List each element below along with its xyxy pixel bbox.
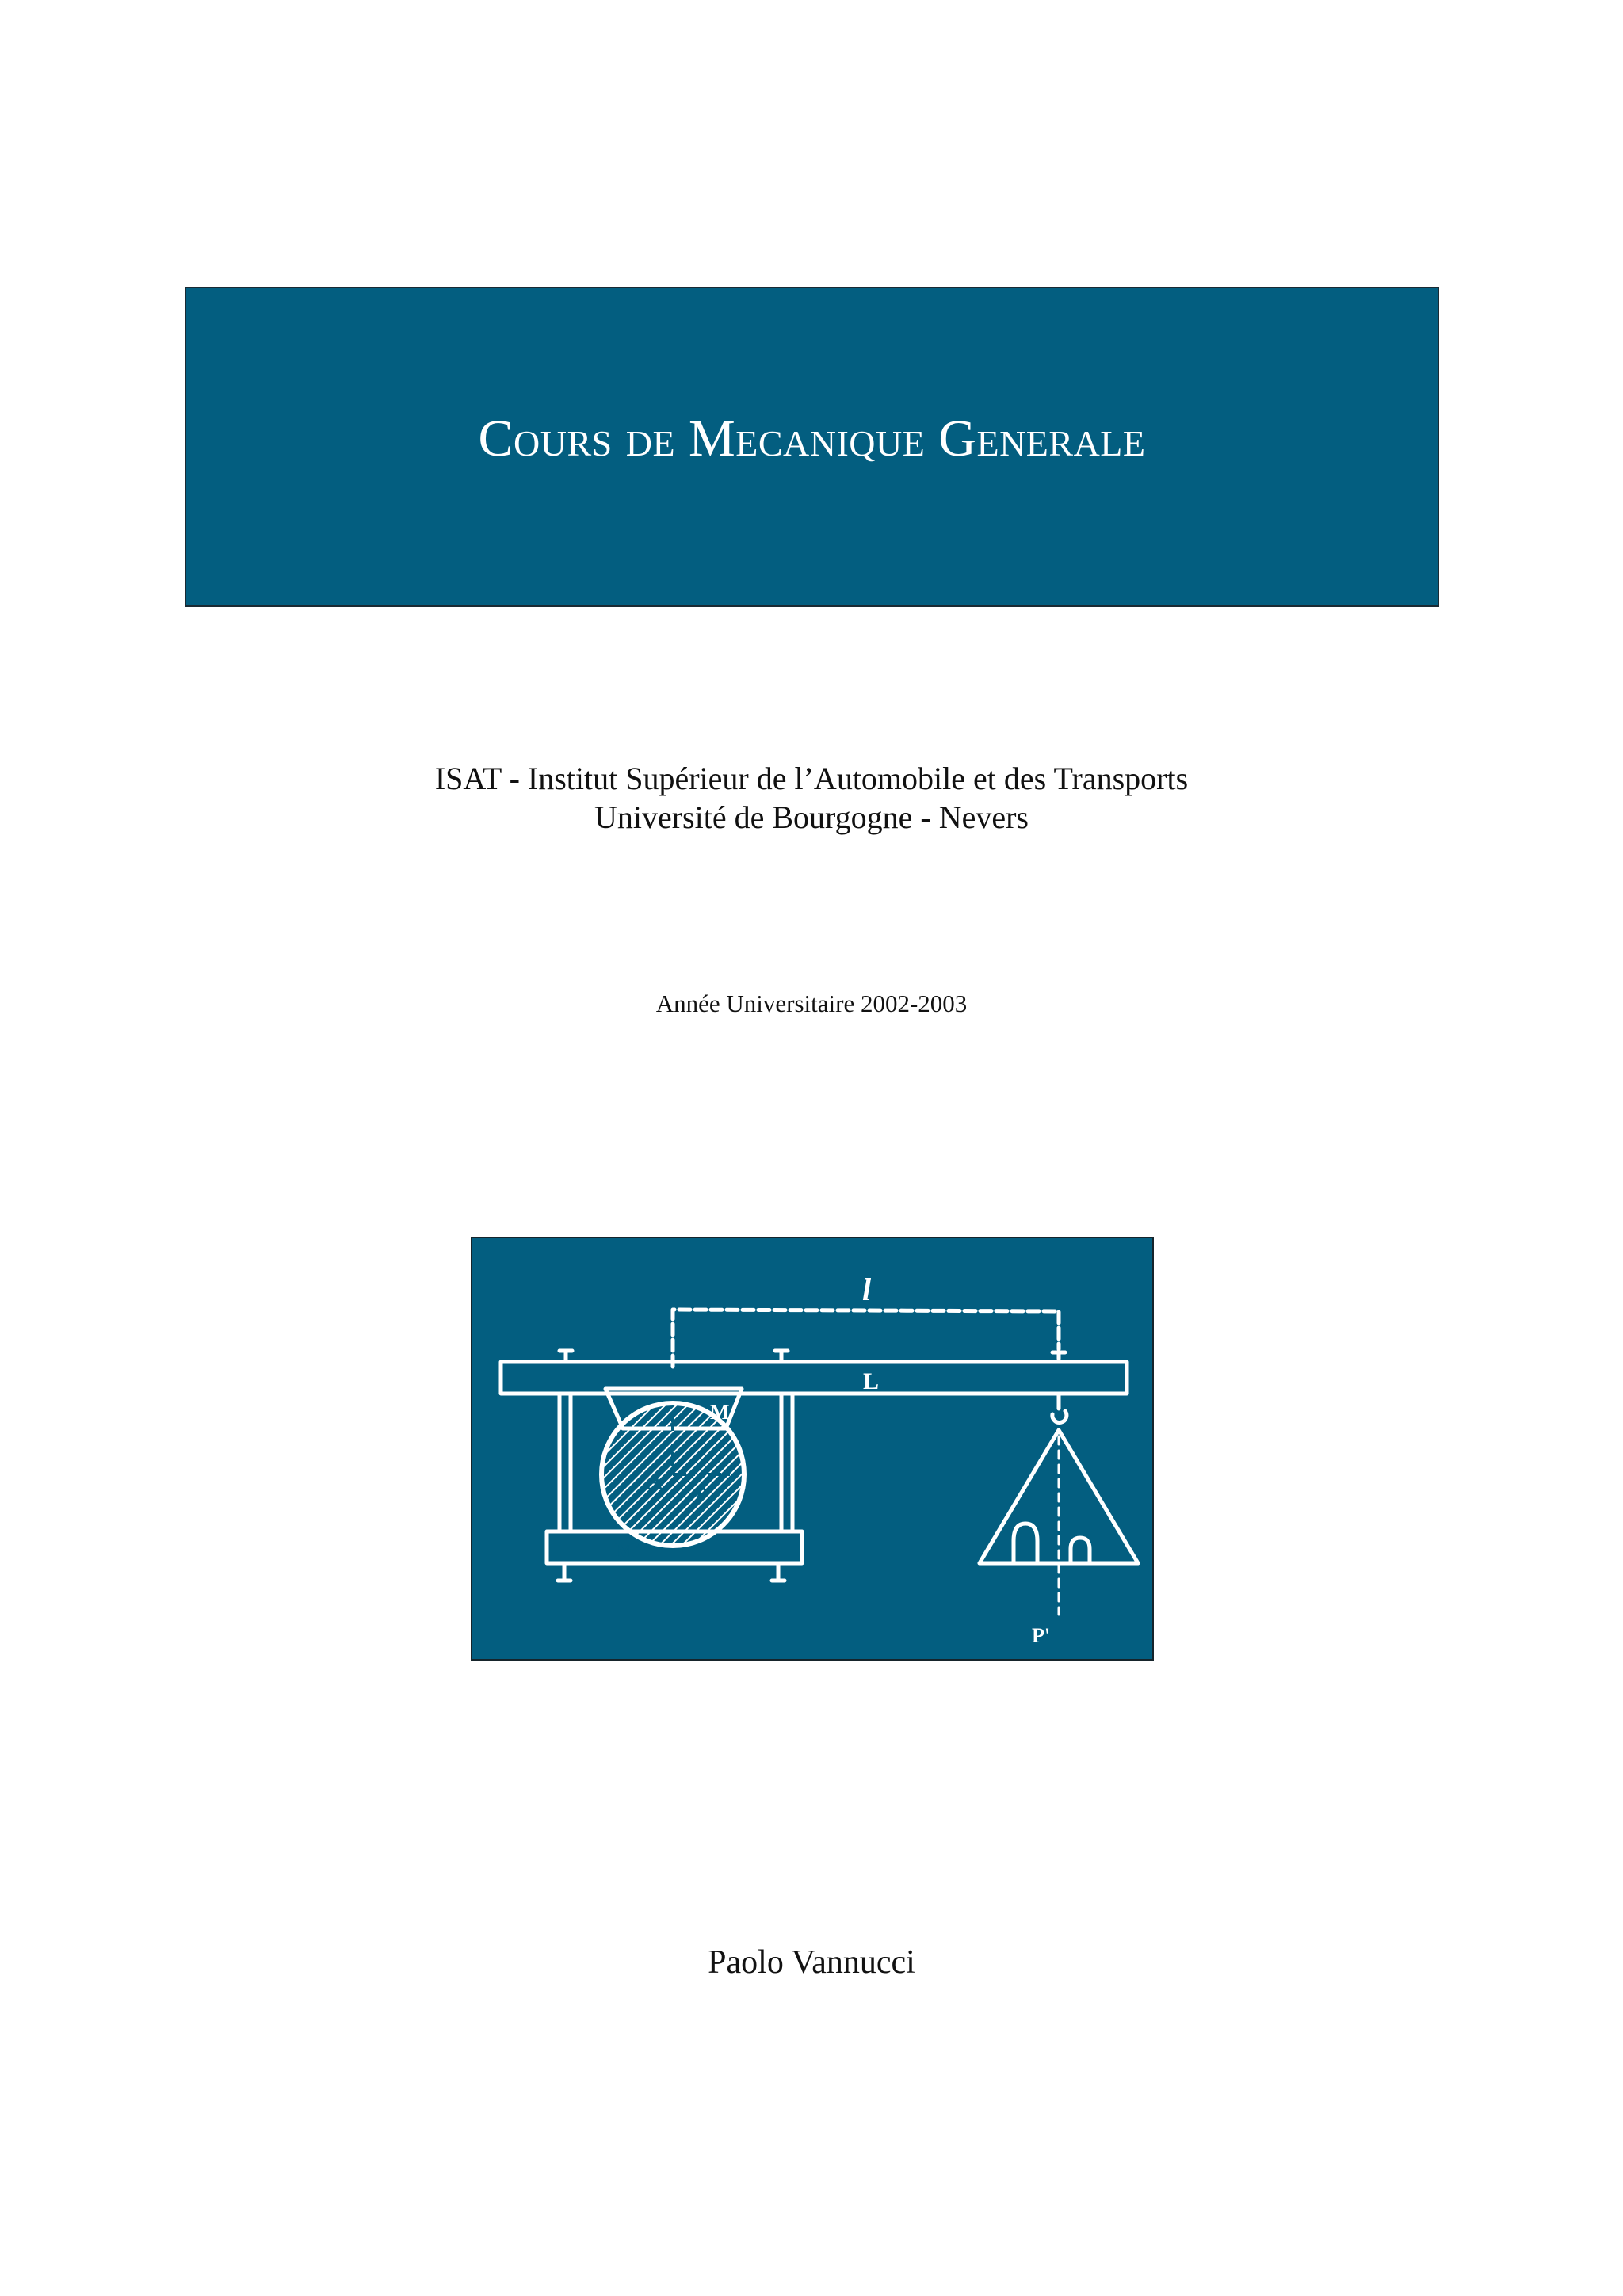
cover-illustration bbox=[471, 1237, 1154, 1661]
frame-post bbox=[559, 1394, 571, 1531]
label-center: A bbox=[647, 1470, 663, 1494]
base-foot bbox=[558, 1563, 571, 1581]
university-name: Université de Bourgogne - Nevers bbox=[594, 799, 1029, 835]
document-title: Cours de Mecanique Generale bbox=[478, 410, 1146, 467]
author-name: Paolo Vannucci bbox=[708, 1944, 915, 1981]
label-length: l bbox=[862, 1272, 872, 1307]
lever-beam bbox=[501, 1362, 1127, 1394]
frame-post bbox=[781, 1394, 792, 1531]
hook bbox=[1052, 1394, 1067, 1422]
label-weight: P' bbox=[1032, 1624, 1051, 1647]
bolt bbox=[1052, 1352, 1065, 1359]
label-lever: L bbox=[863, 1368, 880, 1394]
label-radius: r bbox=[697, 1479, 705, 1504]
weight-left bbox=[1014, 1524, 1037, 1563]
dimension-line bbox=[673, 1310, 1059, 1367]
institution-name: ISAT - Institut Supérieur de l’Automobile et des Transports bbox=[434, 761, 1189, 796]
academic-year: Année Universitaire 2002-2003 bbox=[655, 990, 968, 1017]
weight-right bbox=[1071, 1538, 1090, 1563]
label-mass-bottom: M' bbox=[615, 1539, 640, 1562]
prony-brake-drawing bbox=[472, 1238, 1152, 1659]
base-foot bbox=[772, 1563, 785, 1581]
label-mass-top: M bbox=[710, 1401, 730, 1424]
title-banner bbox=[185, 287, 1439, 607]
